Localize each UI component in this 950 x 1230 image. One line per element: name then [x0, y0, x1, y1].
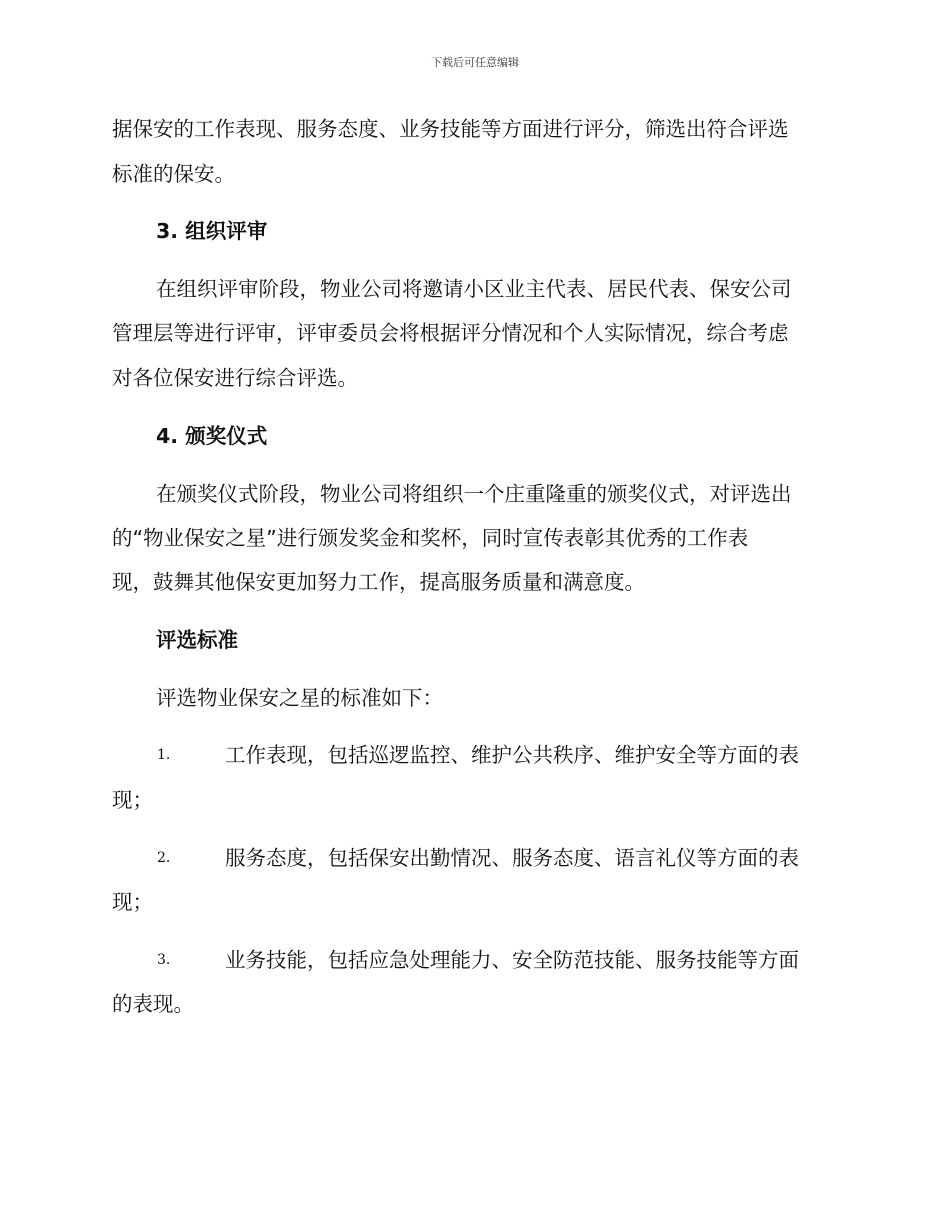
paragraph-line: 的“物业保安之星”进行颁发奖金和奖杯，同时宣传表彰其优秀的工作表	[112, 526, 749, 550]
list-item-text: 业务技能，包括应急处理能力、安全防范技能、服务技能等方面	[225, 948, 799, 972]
criteria-intro: 评选物业保安之星的标准如下：	[156, 686, 443, 710]
list-item-continuation: 的表现。	[112, 992, 194, 1016]
list-item-text: 服务态度，包括保安出勤情况、服务态度、语言礼仪等方面的表	[225, 846, 799, 870]
paragraph-line: 管理层等进行评审，评审委员会将根据评分情况和个人实际情况，综合考虑	[112, 321, 789, 345]
list-item-continuation: 现；	[112, 890, 153, 914]
paragraph-line: 对各位保安进行综合评选。	[112, 366, 358, 390]
list-item-number: 1.	[157, 747, 171, 763]
list-item-continuation: 现；	[112, 788, 153, 812]
section-heading: 评选标准	[156, 628, 238, 652]
paragraph-line: 在组织评审阶段，物业公司将邀请小区业主代表、居民代表、保安公司	[156, 277, 792, 301]
paragraph-line: 标准的保安。	[112, 162, 235, 186]
list-item-number: 3.	[157, 952, 171, 968]
page-header: 下载后可任意编辑	[431, 56, 519, 69]
paragraph-line: 现，鼓舞其他保安更加努力工作，提高服务质量和满意度。	[112, 570, 645, 594]
paragraph-line: 据保安的工作表现、服务态度、业务技能等方面进行评分，筛选出符合评选	[112, 117, 789, 141]
list-item-number: 2.	[157, 850, 171, 866]
section-heading: 3. 组织评审	[156, 219, 268, 243]
section-heading: 4. 颁奖仪式	[156, 424, 268, 448]
paragraph-line: 在颁奖仪式阶段，物业公司将组织一个庄重隆重的颁奖仪式，对评选出	[156, 482, 792, 506]
list-item-text: 工作表现，包括巡逻监控、维护公共秩序、维护安全等方面的表	[225, 743, 799, 767]
